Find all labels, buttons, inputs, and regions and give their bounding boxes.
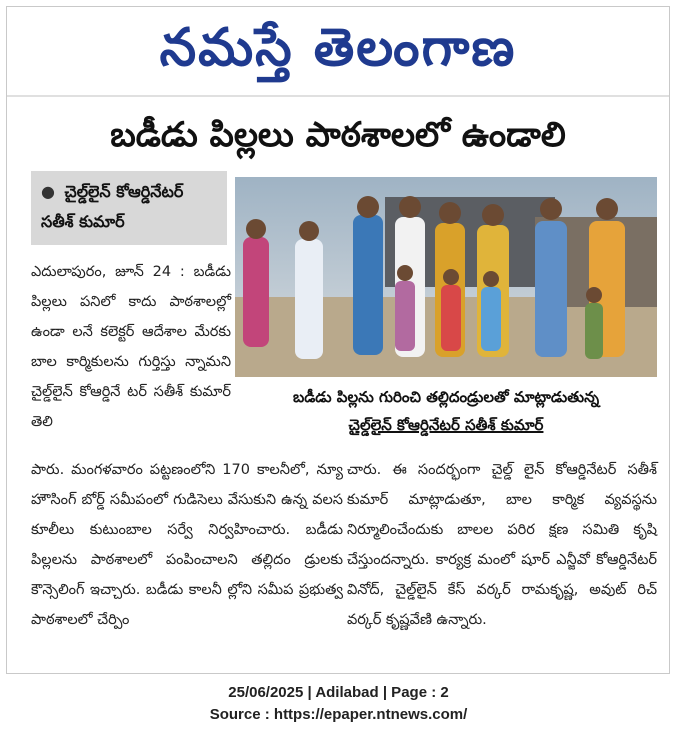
photo-people-illustration xyxy=(235,177,657,377)
article-headline: బడీడు పిల్లలు పాఠశాలలో ఉండాలి xyxy=(110,115,566,155)
photo-caption xyxy=(235,383,657,439)
newspaper-masthead: నమస్తే తెలంగాణ xyxy=(159,18,517,78)
bullet-icon: ● xyxy=(41,182,55,201)
article-body-column-2: పారు. మంగళవారం పట్టణంలోని 170 కాలనీలో, న్యూ హౌసింగ్ బోర్డ్ సమీపంలో గుడిసెలు వేసుకుని ఉన్న వలస కూలీలు కుటుంబాల సర్వే నిర్వహించారు. బడీడు పిల్లలను పాఠశాలలో పంపించాలని తల్లిదం డ్రులకు కౌన్సెలింగ్ ఇచ్చారు. బడీడు కాలనీ ల్లోని సమీప ప్రభుత్వ పాఠశాలలో చేర్పిం xyxy=(31,462,343,628)
subhead-line-2: సతీశ్ కుమార్ xyxy=(41,212,125,231)
footer-source-link[interactable]: Source : https://epaper.ntnews.com/ xyxy=(209,706,468,723)
article-body-column-1: ఎదులాపురం, జూన్ 24 : బడీడు పిల్లలు పనిలో కాదు పాఠశాలల్లో ఉండా లనే కలెక్టర్ ఆదేశాల మేరకు బాల కార్మికులను గుర్తిస్తు న్నామని చైల్డ్‌లైన్ కోఆర్డినే టర్ సతీశ్ కుమార్ తెలి xyxy=(31,264,231,430)
source-footer xyxy=(0,682,677,726)
article-subhead xyxy=(31,171,227,245)
subhead-line-1: చైల్డ్‌లైన్ కోఆర్డినేటర్ xyxy=(64,182,184,201)
caption-line-1: బడీడు పిల్లను గురించి తల్లిదండ్రులతో మాట్లాడుతున్న xyxy=(292,388,600,406)
footer-edition-info: 25/06/2025 | Adilabad | Page : 2 xyxy=(228,684,449,701)
masthead-divider xyxy=(7,95,669,97)
caption-line-2: చైల్డ్‌లైన్ కోఆర్డినేటర్ సతీశ్ కుమార్ xyxy=(348,416,544,434)
news-clipping xyxy=(6,6,670,674)
article-photo xyxy=(235,177,657,377)
article-body-column-3: చారు. ఈ సందర్భంగా చైల్డ్ లైన్ కోఆర్డినేటర్ సతీశ్ కుమార్ మాట్లాడుతూ, బాల కార్మిక వ్యవస్థను నిర్మూలించేందుకు బాలల పరిర క్షణ సమితి కృషి చేస్తుందన్నారు. కార్యక్ర మంలో షూర్ ఎన్జీవో కోఆర్డినేటర్ వినోద్, చైల్డ్‌లైన్ కేస్ వర్కర్ రామకృష్ణ, అవుట్ రిచ్ వర్కర్ కృష్ణవేణి ఉన్నారు. xyxy=(347,462,657,628)
